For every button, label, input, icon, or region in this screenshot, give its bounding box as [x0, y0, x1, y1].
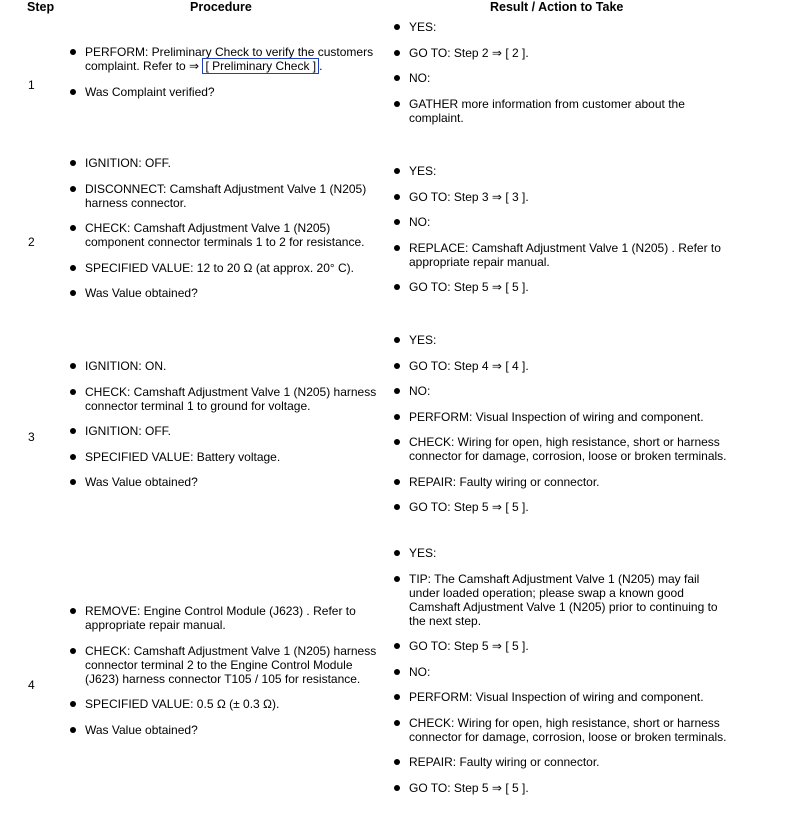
result-item: TIP: The Camshaft Adjustment Valve 1 (N205) may fail under loaded operation; please swap a known good Camshaft Adjustment Valve 1 (N205) prior to continuing to the next step.	[392, 572, 727, 628]
result-item: NO:	[392, 665, 727, 679]
result-item: YES:	[392, 546, 727, 560]
procedure-item: Was Value obtained?	[68, 475, 378, 489]
result-item: GO TO: Step 4 ⇒ [ 4 ].	[392, 359, 727, 373]
result-item: GATHER more information from customer about the complaint.	[392, 97, 727, 125]
result-item: NO:	[392, 215, 727, 229]
result-item: YES:	[392, 20, 727, 34]
result-item: NO:	[392, 384, 727, 398]
result-item: REPLACE: Camshaft Adjustment Valve 1 (N205) . Refer to appropriate repair manual.	[392, 241, 727, 269]
header-procedure: Procedure	[190, 0, 252, 14]
step-number: 4	[28, 678, 35, 692]
result-item: CHECK: Wiring for open, high resistance, short or harness connector for damage, corrosion, loose or broken terminals.	[392, 716, 727, 744]
procedure-item: DISCONNECT: Camshaft Adjustment Valve 1 (N205) harness connector.	[68, 182, 378, 210]
result-item: GO TO: Step 3 ⇒ [ 3 ].	[392, 190, 727, 204]
result-item: GO TO: Step 5 ⇒ [ 5 ].	[392, 500, 727, 514]
preliminary-check-link[interactable]: [ Preliminary Check ]	[202, 58, 319, 74]
result-item: PERFORM: Visual Inspection of wiring and component.	[392, 690, 727, 704]
step-number: 2	[28, 235, 35, 249]
procedure-item: REMOVE: Engine Control Module (J623) . Refer to appropriate repair manual.	[68, 604, 378, 632]
procedure-item: IGNITION: OFF.	[68, 424, 378, 438]
result-item: GO TO: Step 5 ⇒ [ 5 ].	[392, 280, 727, 294]
procedure-list	[68, 156, 378, 312]
result-list	[392, 164, 727, 306]
header-step: Step	[27, 0, 55, 14]
procedure-list	[68, 604, 378, 748]
result-item: GO TO: Step 2 ⇒ [ 2 ].	[392, 46, 727, 60]
header-result: Result / Action to Take	[490, 0, 624, 14]
procedure-list	[68, 359, 378, 501]
procedure-item: SPECIFIED VALUE: 0.5 Ω (± 0.3 Ω).	[68, 697, 378, 711]
step-number: 1	[28, 78, 35, 92]
procedure-item: Was Value obtained?	[68, 723, 378, 737]
procedure-item: CHECK: Camshaft Adjustment Valve 1 (N205) harness connector terminal 2 to the Engine Control Module (J623) harness connector T105 / 105 for resistance.	[68, 644, 378, 686]
result-list	[392, 20, 727, 136]
procedure-item: IGNITION: OFF.	[68, 156, 378, 170]
result-list	[392, 333, 727, 526]
procedure-item: CHECK: Camshaft Adjustment Valve 1 (N205) harness connector terminal 1 to ground for voltage.	[68, 385, 378, 413]
result-item: REPAIR: Faulty wiring or connector.	[392, 755, 727, 769]
procedure-item: Was Complaint verified?	[68, 85, 378, 99]
result-list	[392, 546, 727, 806]
result-item: CHECK: Wiring for open, high resistance, short or harness connector for damage, corrosion, loose or broken terminals.	[392, 435, 727, 463]
procedure-item: PERFORM: Preliminary Check to verify the customers complaint. Refer to ⇒ [ Preliminary Check ] .	[68, 45, 378, 73]
procedure-item: CHECK: Camshaft Adjustment Valve 1 (N205) component connector terminals 1 to 2 for resistance.	[68, 221, 378, 249]
procedure-item: IGNITION: ON.	[68, 359, 378, 373]
procedure-list	[68, 45, 378, 110]
result-item: YES:	[392, 164, 727, 178]
procedure-item: Was Value obtained?	[68, 286, 378, 300]
result-item: YES:	[392, 333, 727, 347]
result-item: REPAIR: Faulty wiring or connector.	[392, 475, 727, 489]
result-item: GO TO: Step 5 ⇒ [ 5 ].	[392, 781, 727, 795]
procedure-item: SPECIFIED VALUE: 12 to 20 Ω (at approx. 20° C).	[68, 261, 378, 275]
result-item: NO:	[392, 71, 727, 85]
step-number: 3	[28, 430, 35, 444]
procedure-item: SPECIFIED VALUE: Battery voltage.	[68, 450, 378, 464]
result-item: GO TO: Step 5 ⇒ [ 5 ].	[392, 639, 727, 653]
result-item: PERFORM: Visual Inspection of wiring and component.	[392, 410, 727, 424]
